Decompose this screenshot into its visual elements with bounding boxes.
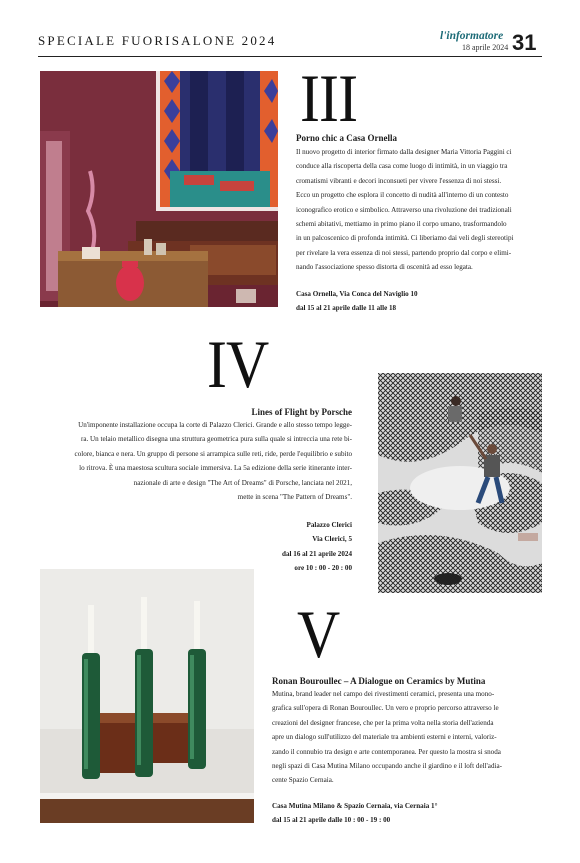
body-line: in un palcoscenico di profonda intimità. Ci liberiamo dai veli degli stereotipi: [296, 234, 514, 243]
body-line: lo ritrova. È una maestosa scultura sociale immersiva. La 5a edizione della serie itinerante inter-: [79, 464, 352, 473]
body-line: ra. Un telaio metallico disegna una struttura geometrica pura sulla quale si intreccia una rete bi-: [80, 435, 352, 444]
info-line: Palazzo Clerici: [306, 521, 352, 529]
body-line: negli spazi di Casa Mutina Milano occupando anche il giardino e il loft dell'adia-: [272, 762, 502, 771]
section-body-iii: [296, 145, 546, 275]
info-line: Casa Mutina Milano & Spazio Cernaia, via Cernaia 1°: [272, 802, 438, 810]
body-line: nazionale di arte e design "The Art of Dreams" di Porsche, lanciata nel 2021,: [133, 478, 352, 487]
section-title-iv: Lines of Flight by Porsche: [251, 407, 352, 417]
body-line: cromatismi vibranti e decori inconsueti per vivere l'essenza di noi stessi.: [296, 176, 502, 185]
body-line: creazioni del designer francese, che per la prima volta nella storia dell'azienda: [272, 718, 494, 727]
event-info-iii: [296, 287, 546, 316]
body-line: mette in scena "The Pattern of Dreams".: [237, 493, 352, 502]
section-header-title: SPECIALE FUORISALONE 2024: [38, 33, 277, 48]
section-body-iv: [30, 418, 352, 504]
section-numeral-iv: IV: [207, 326, 269, 402]
body-line: Un'imponente installazione occupa la corte di Palazzo Clerici. Grande e allo stesso tempo legge-: [78, 421, 352, 429]
casa-ornella-photo: [40, 71, 278, 307]
ceramics-candelabrum-photo: [40, 569, 254, 823]
body-line: iconografico erotico e simbolico. Attraverso una rivoluzione dei tradizionali: [296, 205, 512, 214]
info-line: dal 16 al 21 aprile 2024: [282, 549, 352, 558]
body-line: cente Spazio Cernaia.: [272, 776, 334, 785]
event-info-iv: [150, 518, 352, 576]
body-line: conduce alla riscoperta della casa come luogo di intimità, in un viaggio tra: [296, 162, 508, 171]
body-line: grafica sull'opera di Ronan Bouroullec. Un vero e proprio percorso attraverso le: [272, 704, 499, 713]
section-numeral-iii: III: [300, 60, 358, 136]
body-line: apre un dialogo sull'utilizzo del materiale tra ambienti esterni e interni, valoriz-: [272, 733, 497, 742]
section-title-v: Ronan Bouroullec – A Dialogue on Ceramics by Mutina: [272, 676, 486, 686]
info-line: ore 10 : 00 - 20 : 00: [294, 564, 352, 573]
body-line: colore, bianca e nera. Un gruppo di persone si arrampica sulle reti, ride, perde l'equilibrio e subito: [74, 449, 352, 458]
issue-date: 18 aprile 2024: [462, 43, 509, 52]
event-info-v: [272, 799, 546, 828]
body-line: nando l'associazione spesso distorta di oscenità ad esso legata.: [296, 263, 473, 272]
lines-of-flight-photo: [378, 373, 542, 593]
info-line: dal 15 al 21 aprile dalle 11 alle 18: [296, 304, 397, 313]
info-line: dal 15 al 21 aprile dalle 10 : 00 - 19 : 00: [272, 816, 391, 825]
section-title-iii: Porno chic a Casa Ornella: [296, 133, 397, 143]
header-divider: [38, 56, 542, 57]
body-line: per rivelare la vera essenza di noi stessi, partendo proprio dal corpo e elimi-: [296, 248, 512, 257]
section-body-v: [272, 687, 546, 788]
newspaper-logo: l'informatore: [440, 30, 504, 42]
info-line: Via Clerici, 5: [312, 535, 352, 544]
body-line: zando il connubio tra design e arte contemporanea. Per questo la mostra si snoda: [272, 747, 501, 756]
body-line: Mutina, brand leader nel campo dei rivestimenti ceramici, presenta una mono-: [272, 690, 495, 698]
page-number: 31: [512, 30, 537, 55]
info-line: Casa Ornella, Via Conca del Naviglio 10: [296, 290, 418, 298]
body-line: schemi abitativi, mettiamo in primo piano il corpo umano, trasformandolo: [296, 220, 507, 229]
section-numeral-v: V: [297, 596, 340, 672]
body-line: Ecco un progetto che esplora il concetto di nudità all'interno di un contesto: [296, 191, 509, 200]
body-line: Il nuovo progetto di interior firmato dalla designer Maria Vittoria Paggini ci: [296, 148, 512, 156]
